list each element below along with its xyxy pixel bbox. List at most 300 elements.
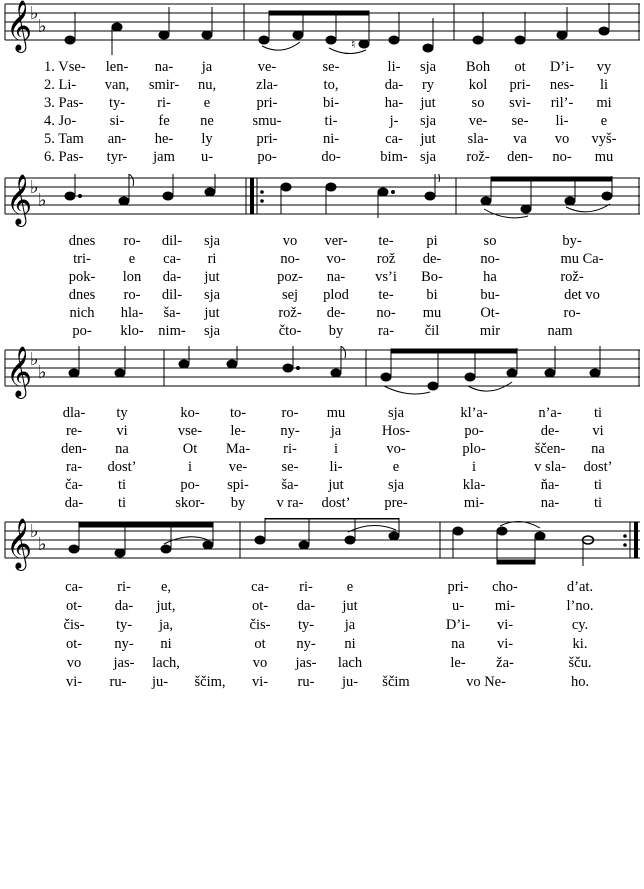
syllable: ve-	[257, 59, 277, 75]
svg-text:♭: ♭	[30, 349, 39, 370]
syllable: ra-	[377, 323, 395, 339]
syllable: e	[203, 95, 211, 111]
syllable: cho-	[492, 579, 518, 595]
svg-text:♭: ♭	[38, 16, 47, 37]
syllable: ry	[421, 77, 435, 93]
syllable: ril’-	[550, 95, 574, 111]
syllable: de-	[326, 305, 346, 321]
syllable: spi-	[227, 477, 249, 493]
syllable: sej	[281, 287, 299, 303]
syllable: sja	[419, 59, 437, 75]
syllable: 6. Pas-	[44, 149, 84, 165]
syllable: rož-	[466, 149, 490, 165]
staff-4	[0, 518, 644, 574]
verse-6-line	[0, 494, 644, 512]
syllable: dil-	[161, 233, 183, 249]
syllable: kla-	[462, 477, 486, 493]
syllable: Boh	[465, 59, 491, 75]
svg-text:𝄞: 𝄞	[6, 174, 33, 225]
syllable: 3. Pas-	[44, 95, 84, 111]
verse-4-line	[0, 112, 644, 130]
syllable: ščim	[382, 674, 410, 690]
syllable: se-	[281, 459, 299, 475]
syllable: na	[115, 441, 129, 457]
treble-clef-icon	[6, 0, 32, 53]
syllable: len-	[105, 59, 129, 75]
syllable: vs’i	[375, 269, 397, 285]
syllable: ty-	[108, 95, 126, 111]
syllable: 5. Tam	[44, 131, 84, 147]
syllable: ot	[254, 636, 266, 652]
syllable: li-	[329, 459, 343, 475]
syllable: plod	[323, 287, 349, 303]
syllable: ja	[330, 423, 342, 439]
syllable: ti	[117, 477, 127, 493]
syllable: ko-	[180, 405, 200, 421]
syllable: vi	[592, 423, 604, 439]
syllable: bu-	[480, 287, 500, 303]
syllable: le-	[230, 423, 246, 439]
syllable: ni	[160, 636, 172, 652]
syllable: na-	[154, 59, 174, 75]
syllable: mi-	[463, 495, 485, 511]
syllable: nam	[547, 323, 573, 339]
syllable: ri-	[157, 95, 171, 111]
syllable: na-	[326, 269, 346, 285]
syllable: po-	[72, 323, 92, 339]
syllable: jut	[328, 477, 344, 493]
syllable: se-	[511, 113, 529, 129]
syllable: sja	[387, 405, 405, 421]
syllable: bi	[426, 287, 438, 303]
syllable: lach,	[152, 655, 180, 671]
syllable: bim-	[380, 149, 408, 165]
syllable: sja	[419, 149, 437, 165]
syllable: ne	[200, 113, 214, 129]
verse-5-line	[0, 654, 644, 672]
syllable: dnes	[68, 287, 96, 303]
syllable: te-	[378, 287, 394, 303]
syllable: ti	[593, 405, 603, 421]
syllable: ru-	[109, 674, 127, 690]
syllable: vi-	[496, 636, 514, 652]
syllable: i	[471, 459, 477, 475]
system-1	[0, 0, 644, 165]
syllable: po-	[257, 149, 277, 165]
syllable: pri-	[509, 77, 531, 93]
syllable: ščen-	[534, 441, 566, 457]
syllable: skor-	[175, 495, 205, 511]
syllable: do-	[321, 149, 341, 165]
svg-text:♭: ♭	[30, 177, 39, 198]
syllable: li-	[387, 59, 401, 75]
syllable: no-	[480, 251, 500, 267]
syllable: da-	[162, 269, 182, 285]
syllable: ja,	[158, 617, 174, 633]
syllable: e	[128, 251, 136, 267]
syllable: ja	[201, 59, 213, 75]
syllable: dost’	[583, 459, 613, 475]
verse-6-line	[0, 322, 644, 340]
syllable: j-	[389, 113, 399, 129]
verse-4-line	[0, 286, 644, 304]
syllable: čto-	[278, 323, 302, 339]
syllable: D’i-	[445, 617, 471, 633]
syllable: li-	[555, 113, 569, 129]
syllable: i	[333, 441, 339, 457]
verse-5-line	[0, 304, 644, 322]
syllable: ha-	[384, 95, 404, 111]
syllable: nes-	[549, 77, 575, 93]
syllable: tri-	[73, 251, 91, 267]
staff-2	[0, 174, 644, 230]
svg-text:♭: ♭	[30, 521, 39, 542]
syllable: van,	[104, 77, 130, 93]
syllable: ki.	[572, 636, 588, 652]
syllable: na-	[540, 495, 560, 511]
syllable: sja	[203, 287, 221, 303]
syllable: ca-	[251, 579, 269, 595]
syllable: si-	[109, 113, 125, 129]
syllable: ot	[514, 59, 526, 75]
syllable: bi-	[322, 95, 340, 111]
verse-4-line	[0, 635, 644, 653]
syllable: va	[513, 131, 527, 147]
syllable: ju-	[151, 674, 169, 690]
system-3	[0, 346, 644, 511]
syllable: ny-	[296, 636, 316, 652]
syllable: da-	[64, 495, 84, 511]
syllable: ty-	[115, 617, 133, 633]
syllable: ot-	[251, 598, 269, 614]
syllable: ti	[593, 495, 603, 511]
syllable: rož-	[560, 269, 584, 285]
syllable: den-	[507, 149, 533, 165]
syllable: de-	[540, 423, 560, 439]
syllable: sja	[203, 323, 221, 339]
syllable: vo	[66, 655, 82, 671]
verse-3-line	[0, 440, 644, 458]
syllable: ri	[207, 251, 217, 267]
syllable: ju-	[341, 674, 359, 690]
syllable: klo-	[120, 323, 144, 339]
syllable: šču.	[568, 655, 592, 671]
syllable: ly	[201, 131, 213, 147]
syllable: so	[483, 233, 497, 249]
syllable: ve-	[228, 459, 248, 475]
syllable: vse-	[177, 423, 203, 439]
syllable: Ot	[182, 441, 198, 457]
syllable: an-	[107, 131, 127, 147]
syllable: ty-	[297, 617, 315, 633]
verse-1-line	[0, 404, 644, 422]
syllable: v sla-	[534, 459, 566, 475]
syllable: sja	[203, 233, 221, 249]
syllable: mu Ca-	[560, 251, 604, 267]
syllable: lach	[337, 655, 363, 671]
syllable: jam	[153, 149, 175, 165]
syllable: čil	[424, 323, 440, 339]
syllable: lon	[122, 269, 142, 285]
syllable: jut	[420, 95, 436, 111]
syllable: he-	[154, 131, 174, 147]
syllable: ža-	[496, 655, 514, 671]
syllable: e	[392, 459, 400, 475]
syllable: no-	[376, 305, 396, 321]
syllable: ro-	[123, 233, 141, 249]
verse-4-line	[0, 458, 644, 476]
syllable: svi-	[509, 95, 531, 111]
syllable: by-	[562, 233, 582, 249]
syllable: sja	[419, 113, 437, 129]
verse-2-line	[0, 250, 644, 268]
svg-text:♭: ♭	[30, 3, 39, 24]
verse-1-line	[0, 232, 644, 250]
syllable: d’at.	[566, 579, 594, 595]
syllable: u-	[451, 598, 465, 614]
syllable: ni	[344, 636, 356, 652]
syllable: jut	[342, 598, 358, 614]
syllable: ša-	[163, 305, 181, 321]
verse-3-line	[0, 616, 644, 634]
syllable: to-	[229, 405, 247, 421]
verse-1-line	[0, 58, 644, 76]
syllable: sla-	[467, 131, 489, 147]
syllable: čis-	[249, 617, 271, 633]
syllable: ra-	[65, 459, 83, 475]
syllable: ča-	[65, 477, 83, 493]
syllable: ca-	[163, 251, 181, 267]
syllable: ca-	[65, 579, 83, 595]
verse-1-line	[0, 578, 644, 596]
syllable: poz-	[277, 269, 303, 285]
treble-clef-icon	[6, 518, 32, 571]
syllable: da-	[296, 598, 316, 614]
syllable: jas-	[295, 655, 317, 671]
syllable: ot-	[65, 636, 83, 652]
key-signature-flats-icon	[30, 521, 47, 555]
syllable: pok-	[68, 269, 96, 285]
syllable: ru-	[297, 674, 315, 690]
syllable: ho.	[570, 674, 590, 690]
syllable: pri-	[447, 579, 469, 595]
syllable: ca-	[385, 131, 403, 147]
syllable: nu,	[197, 77, 217, 93]
syllable: dost’	[107, 459, 137, 475]
syllable: smu-	[252, 113, 282, 129]
svg-text:♭: ♭	[38, 362, 47, 383]
syllable: no-	[552, 149, 572, 165]
syllable: nich	[69, 305, 95, 321]
syllable: ro-	[281, 405, 299, 421]
syllable: v ra-	[276, 495, 304, 511]
syllable: mu	[326, 405, 346, 421]
staff-1	[0, 0, 644, 56]
syllable: mu	[422, 305, 442, 321]
syllable: hla-	[120, 305, 144, 321]
syllable: da-	[114, 598, 134, 614]
syllable: D’i-	[549, 59, 575, 75]
syllable: ro-	[123, 287, 141, 303]
syllable: mi-	[494, 598, 516, 614]
syllable: ňa-	[540, 477, 560, 493]
syllable: cy.	[571, 617, 589, 633]
syllable: vy	[596, 59, 612, 75]
syllable: to,	[323, 77, 339, 93]
syllable: ni-	[322, 131, 340, 147]
syllable: nim-	[158, 323, 186, 339]
syllable: ver-	[324, 233, 348, 249]
syllable: vi-	[496, 617, 514, 633]
syllable: den-	[61, 441, 87, 457]
svg-text:𝄞: 𝄞	[6, 0, 33, 51]
syllable: jut,	[156, 598, 176, 614]
syllable: ri-	[283, 441, 297, 457]
syllable: da-	[384, 77, 404, 93]
syllable: so	[471, 95, 485, 111]
syllable: dil-	[161, 287, 183, 303]
syllable: po-	[180, 477, 200, 493]
syllable: vo	[554, 131, 570, 147]
syllable: e,	[160, 579, 172, 595]
syllable: vo-	[386, 441, 406, 457]
syllable: vo Ne-	[466, 674, 506, 690]
syllable: ha	[483, 269, 497, 285]
syllable: ščim,	[194, 674, 226, 690]
syllable: Bo-	[421, 269, 443, 285]
syllable: ny-	[114, 636, 134, 652]
syllable: li	[599, 77, 609, 93]
syllable: ti-	[324, 113, 338, 129]
syllable: vi-	[251, 674, 269, 690]
verse-2-line	[0, 422, 644, 440]
syllable: dost’	[321, 495, 351, 511]
syllable: rož-	[278, 305, 302, 321]
verse-5-line	[0, 130, 644, 148]
treble-clef-icon	[6, 346, 32, 399]
syllable: i	[187, 459, 193, 475]
syllable: dnes	[68, 233, 96, 249]
syllable: jut	[204, 305, 220, 321]
syllable: Ot-	[480, 305, 500, 321]
verse-2-line	[0, 597, 644, 615]
syllable: vo	[252, 655, 268, 671]
syllable: jut	[204, 269, 220, 285]
syllable: re-	[65, 423, 83, 439]
syllable: smir-	[148, 77, 180, 93]
syllable: plo-	[462, 441, 486, 457]
verse-2-line	[0, 76, 644, 94]
verse-3-line	[0, 268, 644, 286]
key-signature-flats-icon	[30, 3, 47, 37]
syllable: jas-	[113, 655, 135, 671]
syllable: kl’a-	[460, 405, 488, 421]
syllable: kol	[468, 77, 488, 93]
syllable: vi-	[65, 674, 83, 690]
syllable: pri-	[256, 95, 278, 111]
syllable: l’no.	[566, 598, 594, 614]
syllable: ve-	[468, 113, 488, 129]
syllable: ri-	[117, 579, 131, 595]
syllable: ny-	[280, 423, 300, 439]
syllable: pre-	[384, 495, 408, 511]
syllable: se-	[322, 59, 340, 75]
key-signature-flats-icon	[30, 349, 47, 383]
syllable: mu	[594, 149, 614, 165]
treble-clef-icon	[6, 174, 32, 227]
syllable: vi	[116, 423, 128, 439]
syllable: by	[230, 495, 246, 511]
verse-6-line	[0, 673, 644, 691]
syllable: ša-	[281, 477, 299, 493]
syllable: n’a-	[538, 405, 562, 421]
syllable: na	[451, 636, 465, 652]
syllable: Hos-	[381, 423, 411, 439]
syllable: no-	[280, 251, 300, 267]
syllable: e	[346, 579, 354, 595]
syllable: na	[591, 441, 605, 457]
natural-icon: ♮	[351, 37, 356, 51]
syllable: ro-	[563, 305, 581, 321]
syllable: pri-	[256, 131, 278, 147]
syllable: mir	[479, 323, 501, 339]
syllable: 1. Vse-	[44, 59, 86, 75]
syllable: ty	[116, 405, 128, 421]
system-4	[0, 518, 644, 690]
syllable: u-	[200, 149, 214, 165]
staff-3	[0, 346, 644, 402]
syllable: dla-	[62, 405, 86, 421]
syllable: fe	[158, 113, 170, 129]
svg-text:𝄞: 𝄞	[6, 518, 33, 569]
svg-text:♭: ♭	[38, 534, 47, 555]
syllable: vyš-	[591, 131, 617, 147]
syllable: det vo	[564, 287, 600, 303]
verse-6-line	[0, 148, 644, 166]
syllable: Ma-	[225, 441, 251, 457]
syllable: 2. Li-	[44, 77, 77, 93]
syllable: ot-	[65, 598, 83, 614]
system-2	[0, 174, 644, 339]
syllable: le-	[450, 655, 466, 671]
syllable: vo-	[326, 251, 346, 267]
syllable: by	[328, 323, 344, 339]
syllable: pi	[426, 233, 438, 249]
syllable: tyr-	[106, 149, 128, 165]
key-signature-flats-icon	[30, 177, 47, 211]
syllable: e	[600, 113, 608, 129]
syllable: te-	[378, 233, 394, 249]
syllable: ri-	[299, 579, 313, 595]
syllable: čis-	[63, 617, 85, 633]
verse-3-line	[0, 94, 644, 112]
svg-text:𝄞: 𝄞	[6, 346, 33, 397]
syllable: jut	[420, 131, 436, 147]
syllable: ti	[117, 495, 127, 511]
syllable: rož	[376, 251, 396, 267]
syllable: zla-	[256, 77, 278, 93]
verse-5-line	[0, 476, 644, 494]
syllable: 4. Jo-	[44, 113, 77, 129]
syllable: ti	[593, 477, 603, 493]
syllable: mi	[596, 95, 612, 111]
syllable: po-	[464, 423, 484, 439]
svg-text:♭: ♭	[38, 190, 47, 211]
syllable: vo	[282, 233, 298, 249]
syllable: sja	[387, 477, 405, 493]
syllable: ja	[344, 617, 356, 633]
syllable: de-	[422, 251, 442, 267]
